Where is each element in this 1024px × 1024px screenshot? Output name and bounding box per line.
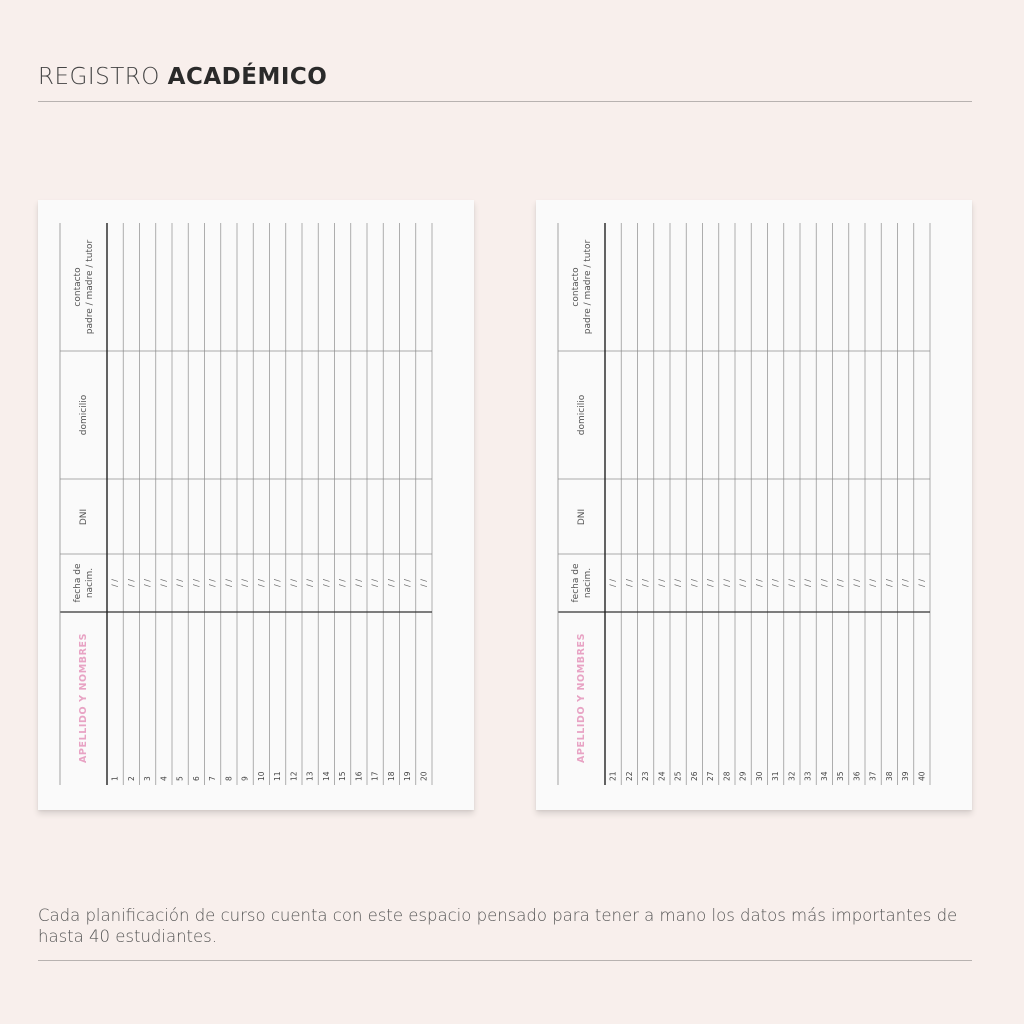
date-placeholder: / / bbox=[917, 579, 927, 587]
date-placeholder: / / bbox=[754, 579, 764, 587]
date-placeholder: / / bbox=[386, 579, 396, 587]
row-number: 3 bbox=[143, 776, 153, 781]
date-placeholder: / / bbox=[240, 579, 250, 587]
date-placeholder: / / bbox=[321, 579, 331, 587]
row-number: 15 bbox=[338, 771, 348, 781]
register-page-2 bbox=[536, 200, 972, 810]
row-number: 8 bbox=[224, 776, 234, 781]
contact-column-label: padre / madre / tutor bbox=[583, 239, 593, 335]
row-number: 18 bbox=[386, 771, 396, 781]
row-number: 14 bbox=[321, 771, 331, 781]
birth-column-label: fecha de bbox=[571, 563, 581, 603]
row-number: 38 bbox=[884, 771, 894, 781]
row-number: 39 bbox=[901, 771, 911, 781]
row-number: 35 bbox=[836, 771, 846, 781]
register-page-1 bbox=[38, 200, 474, 810]
date-placeholder: / / bbox=[771, 579, 781, 587]
register-sheet-2 bbox=[536, 200, 972, 810]
row-number: 21 bbox=[608, 771, 618, 781]
row-number: 19 bbox=[403, 771, 413, 781]
date-placeholder: / / bbox=[143, 579, 153, 587]
row-number: 27 bbox=[706, 771, 716, 781]
date-placeholder: / / bbox=[110, 579, 120, 587]
date-placeholder: / / bbox=[419, 579, 429, 587]
title-light: REGISTRO bbox=[38, 64, 160, 90]
row-number: 12 bbox=[289, 771, 299, 781]
row-number: 34 bbox=[819, 771, 829, 781]
date-placeholder: / / bbox=[836, 579, 846, 587]
row-number: 23 bbox=[641, 771, 651, 781]
date-placeholder: / / bbox=[868, 579, 878, 587]
date-placeholder: / / bbox=[175, 579, 185, 587]
date-placeholder: / / bbox=[657, 579, 667, 587]
date-placeholder: / / bbox=[208, 579, 218, 587]
row-number: 5 bbox=[175, 776, 185, 781]
row-number: 28 bbox=[722, 771, 732, 781]
date-placeholder: / / bbox=[624, 579, 634, 587]
title-bold: ACADÉMICO bbox=[167, 64, 328, 90]
date-placeholder: / / bbox=[738, 579, 748, 587]
date-placeholder: / / bbox=[273, 579, 283, 587]
date-placeholder: / / bbox=[819, 579, 829, 587]
date-placeholder: / / bbox=[338, 579, 348, 587]
row-number: 13 bbox=[305, 771, 315, 781]
date-placeholder: / / bbox=[706, 579, 716, 587]
date-placeholder: / / bbox=[159, 579, 169, 587]
row-number: 2 bbox=[126, 776, 136, 781]
id-column-label: DNI bbox=[577, 508, 587, 526]
contact-column-label: contacto bbox=[571, 267, 581, 307]
date-placeholder: / / bbox=[852, 579, 862, 587]
header-divider bbox=[38, 101, 972, 102]
row-number: 7 bbox=[208, 776, 218, 781]
row-number: 20 bbox=[419, 771, 429, 781]
address-column-label: domicilio bbox=[577, 394, 587, 436]
row-number: 30 bbox=[754, 771, 764, 781]
row-number: 37 bbox=[868, 771, 878, 781]
row-number: 26 bbox=[689, 771, 699, 781]
date-placeholder: / / bbox=[722, 579, 732, 587]
footer-divider bbox=[38, 960, 972, 961]
row-number: 24 bbox=[657, 771, 667, 781]
page-title bbox=[38, 64, 327, 90]
date-placeholder: / / bbox=[289, 579, 299, 587]
birth-column-label: nacim. bbox=[583, 567, 593, 599]
date-placeholder: / / bbox=[403, 579, 413, 587]
date-placeholder: / / bbox=[224, 579, 234, 587]
name-column-label: APELLIDO Y NOMBRES bbox=[576, 632, 587, 764]
row-number: 36 bbox=[852, 771, 862, 781]
id-column-label: DNI bbox=[79, 508, 89, 526]
row-number: 29 bbox=[738, 771, 748, 781]
row-number: 6 bbox=[191, 776, 201, 781]
row-number: 11 bbox=[273, 771, 283, 781]
date-placeholder: / / bbox=[803, 579, 813, 587]
date-placeholder: / / bbox=[608, 579, 618, 587]
date-placeholder: / / bbox=[191, 579, 201, 587]
row-number: 33 bbox=[803, 771, 813, 781]
date-placeholder: / / bbox=[641, 579, 651, 587]
address-column-label: domicilio bbox=[79, 394, 89, 436]
row-number: 32 bbox=[787, 771, 797, 781]
row-number: 17 bbox=[370, 771, 380, 781]
contact-column-label: contacto bbox=[73, 267, 83, 307]
row-number: 10 bbox=[256, 771, 266, 781]
birth-column-label: nacim. bbox=[85, 567, 95, 599]
row-number: 40 bbox=[917, 771, 927, 781]
register-sheet-1 bbox=[38, 200, 474, 810]
contact-column-label: padre / madre / tutor bbox=[85, 239, 95, 335]
row-number: 31 bbox=[771, 771, 781, 781]
date-placeholder: / / bbox=[354, 579, 364, 587]
date-placeholder: / / bbox=[787, 579, 797, 587]
row-number: 9 bbox=[240, 776, 250, 781]
date-placeholder: / / bbox=[256, 579, 266, 587]
date-placeholder: / / bbox=[305, 579, 315, 587]
name-column-label: APELLIDO Y NOMBRES bbox=[78, 632, 89, 764]
date-placeholder: / / bbox=[370, 579, 380, 587]
date-placeholder: / / bbox=[884, 579, 894, 587]
row-number: 22 bbox=[624, 771, 634, 781]
row-number: 16 bbox=[354, 771, 364, 781]
date-placeholder: / / bbox=[689, 579, 699, 587]
date-placeholder: / / bbox=[126, 579, 136, 587]
row-number: 25 bbox=[673, 771, 683, 781]
date-placeholder: / / bbox=[673, 579, 683, 587]
description-text: Cada planificación de curso cuenta con este espacio pensado para tener a mano los datos más importantes de hasta 40 estudiantes. bbox=[38, 906, 958, 946]
row-number: 1 bbox=[110, 776, 120, 781]
birth-column-label: fecha de bbox=[73, 563, 83, 603]
row-number: 4 bbox=[159, 776, 169, 781]
date-placeholder: / / bbox=[901, 579, 911, 587]
